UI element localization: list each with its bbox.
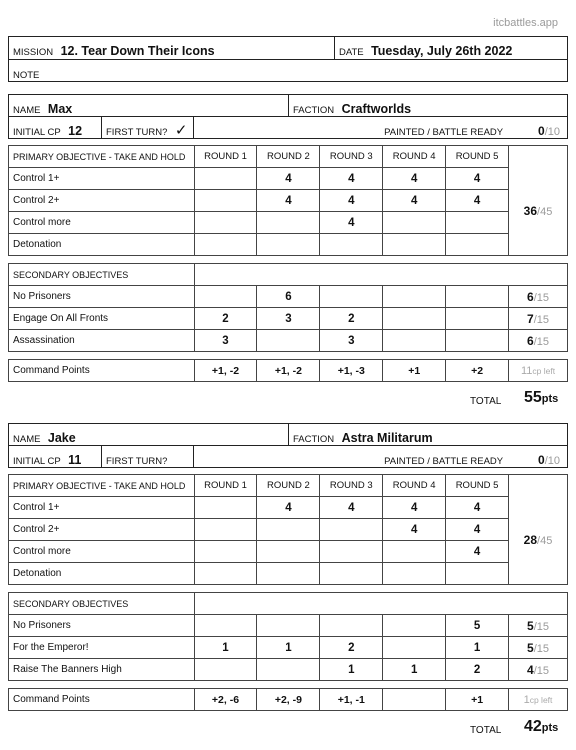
score-cell[interactable]: 4 bbox=[320, 497, 383, 519]
name-label: NAME bbox=[13, 105, 41, 116]
player1-initial-cp: 12 bbox=[68, 124, 83, 138]
cp-cell[interactable]: +1 bbox=[446, 689, 509, 711]
primary-row-label: Control more bbox=[9, 541, 195, 563]
score-cell[interactable]: 4 bbox=[446, 541, 509, 563]
score-cell[interactable]: 4 bbox=[257, 497, 320, 519]
player2-initial-cp-field[interactable] bbox=[9, 446, 102, 468]
note-label: NOTE bbox=[13, 70, 40, 81]
player2-faction-field[interactable] bbox=[289, 424, 568, 446]
primary-total-cell bbox=[509, 168, 568, 256]
player1-score-table bbox=[8, 145, 568, 382]
secondary-row-label: Assassination bbox=[9, 330, 195, 352]
player2-total-points bbox=[524, 718, 558, 736]
score-cell[interactable] bbox=[446, 563, 509, 585]
score-cell[interactable] bbox=[257, 519, 320, 541]
cp-cell[interactable]: +1, -2 bbox=[257, 360, 320, 382]
score-cell[interactable]: 3 bbox=[194, 330, 257, 352]
score-cell[interactable] bbox=[446, 212, 509, 234]
player2-first-turn-field[interactable] bbox=[102, 446, 194, 468]
secondary-total: 4 bbox=[527, 662, 534, 677]
site-watermark: itcbattles.app bbox=[493, 17, 558, 29]
first-turn-label: FIRST TURN? bbox=[106, 127, 168, 138]
secondary-total-cell bbox=[509, 659, 568, 681]
player1-total-points bbox=[524, 389, 558, 407]
player2-primary-total: 28 bbox=[523, 533, 538, 548]
score-cell[interactable]: 1 bbox=[383, 659, 446, 681]
secondary-row-label: No Prisoners bbox=[9, 286, 195, 308]
score-cell[interactable] bbox=[446, 330, 509, 352]
score-cell[interactable]: 4 bbox=[446, 190, 509, 212]
secondary-max: /15 bbox=[533, 664, 549, 677]
primary-header: PRIMARY OBJECTIVE - TAKE AND HOLD bbox=[9, 146, 195, 168]
secondary-total-cell bbox=[509, 615, 568, 637]
cp-left-label: cp left bbox=[529, 694, 553, 705]
cp-cell[interactable]: +2, -9 bbox=[257, 689, 320, 711]
round-4-header: ROUND 4 bbox=[383, 475, 446, 497]
player2-faction: Astra Militarum bbox=[341, 431, 433, 445]
date-field[interactable] bbox=[335, 37, 568, 60]
score-cell[interactable]: 6 bbox=[257, 286, 320, 308]
score-cell[interactable] bbox=[194, 286, 257, 308]
score-cell[interactable]: 4 bbox=[257, 168, 320, 190]
score-cell[interactable]: 4 bbox=[383, 497, 446, 519]
score-cell[interactable] bbox=[257, 234, 320, 256]
player2-name: Jake bbox=[47, 431, 76, 445]
score-cell[interactable] bbox=[257, 615, 320, 637]
score-cell[interactable] bbox=[383, 308, 446, 330]
score-cell[interactable] bbox=[383, 286, 446, 308]
score-cell[interactable]: 2 bbox=[320, 637, 383, 659]
score-cell[interactable] bbox=[383, 212, 446, 234]
player2-total: 42 bbox=[524, 718, 542, 735]
secondary-row-label: No Prisoners bbox=[9, 615, 195, 637]
score-cell[interactable]: 2 bbox=[446, 659, 509, 681]
secondary-total-cell bbox=[509, 637, 568, 659]
mission-label: MISSION bbox=[13, 47, 54, 58]
player1-faction-field[interactable] bbox=[289, 95, 568, 117]
score-cell[interactable]: 4 bbox=[320, 212, 383, 234]
round-2-header: ROUND 2 bbox=[257, 475, 320, 497]
score-cell[interactable] bbox=[257, 541, 320, 563]
player1-name: Max bbox=[47, 102, 73, 116]
secondary-max: /15 bbox=[533, 620, 549, 633]
cp-cell[interactable]: +2, -6 bbox=[194, 689, 257, 711]
score-cell[interactable] bbox=[383, 615, 446, 637]
score-cell[interactable]: 5 bbox=[446, 615, 509, 637]
score-cell[interactable]: 1 bbox=[194, 637, 257, 659]
player2-info bbox=[8, 423, 568, 468]
command-points-label: Command Points bbox=[9, 360, 195, 382]
score-cell[interactable]: 4 bbox=[320, 168, 383, 190]
round-3-header: ROUND 3 bbox=[320, 475, 383, 497]
score-cell[interactable] bbox=[194, 497, 257, 519]
primary-row-label: Detonation bbox=[9, 234, 195, 256]
cp-cell[interactable]: +1, -2 bbox=[194, 360, 257, 382]
secondary-max: /15 bbox=[533, 335, 549, 348]
secondary-total: 5 bbox=[527, 640, 534, 655]
score-cell[interactable]: 4 bbox=[446, 497, 509, 519]
secondary-total: 5 bbox=[527, 618, 534, 633]
primary-row-label: Control 1+ bbox=[9, 497, 195, 519]
score-cell[interactable]: 2 bbox=[194, 308, 257, 330]
secondary-row-label: Engage On All Fronts bbox=[9, 308, 195, 330]
round-1-header: ROUND 1 bbox=[194, 146, 257, 168]
score-cell[interactable] bbox=[383, 234, 446, 256]
note-field[interactable] bbox=[9, 60, 567, 82]
score-cell[interactable] bbox=[194, 615, 257, 637]
player2-name-field[interactable] bbox=[9, 424, 289, 446]
player1-faction: Craftworlds bbox=[341, 102, 412, 116]
round-2-header: ROUND 2 bbox=[257, 146, 320, 168]
score-cell[interactable] bbox=[320, 563, 383, 585]
player1-painted-field[interactable] bbox=[194, 117, 568, 139]
score-cell[interactable]: 4 bbox=[383, 190, 446, 212]
primary-row-label: Detonation bbox=[9, 563, 195, 585]
cp-cell[interactable] bbox=[383, 689, 446, 711]
score-cell[interactable]: 4 bbox=[383, 168, 446, 190]
primary-row-label: Control more bbox=[9, 212, 195, 234]
score-cell[interactable] bbox=[194, 563, 257, 585]
player2-painted-max: /10 bbox=[544, 455, 560, 467]
score-cell[interactable] bbox=[257, 659, 320, 681]
score-cell[interactable] bbox=[446, 286, 509, 308]
player1-total: 55 bbox=[524, 389, 542, 406]
secondary-total-cell bbox=[509, 330, 568, 352]
primary-total-cell bbox=[509, 497, 568, 585]
painted-label: PAINTED / BATTLE READY bbox=[384, 456, 504, 467]
score-cell[interactable] bbox=[383, 541, 446, 563]
player1-painted-value: 0 bbox=[538, 124, 545, 138]
score-cell[interactable] bbox=[320, 541, 383, 563]
score-cell[interactable]: 1 bbox=[320, 659, 383, 681]
score-cell[interactable]: 4 bbox=[446, 519, 509, 541]
player2-score-table bbox=[8, 474, 568, 711]
date-label: DATE bbox=[339, 47, 364, 58]
secondary-total: 6 bbox=[527, 289, 534, 304]
initial-cp-label: INITIAL CP bbox=[13, 456, 61, 467]
first-turn-label: FIRST TURN? bbox=[106, 456, 168, 467]
player2-painted-field[interactable] bbox=[194, 446, 568, 468]
pts-unit: pts bbox=[541, 393, 559, 405]
faction-label: FACTION bbox=[293, 105, 335, 116]
player2-initial-cp: 11 bbox=[68, 453, 82, 467]
score-cell[interactable] bbox=[194, 234, 257, 256]
player1-primary-total: 36 bbox=[523, 204, 538, 219]
score-cell[interactable] bbox=[383, 637, 446, 659]
score-cell[interactable] bbox=[383, 563, 446, 585]
secondary-row-label: For the Emperor! bbox=[9, 637, 195, 659]
player1-initial-cp-field[interactable] bbox=[9, 117, 102, 139]
score-cell[interactable] bbox=[194, 659, 257, 681]
score-cell[interactable]: 4 bbox=[257, 190, 320, 212]
player1-info bbox=[8, 94, 568, 139]
round-4-header: ROUND 4 bbox=[383, 146, 446, 168]
primary-row-label: Control 1+ bbox=[9, 168, 195, 190]
secondary-total-cell bbox=[509, 308, 568, 330]
checkmark-icon: ✓ bbox=[174, 122, 188, 139]
score-cell[interactable]: 4 bbox=[383, 519, 446, 541]
cp-cell[interactable]: +1 bbox=[383, 360, 446, 382]
score-cell[interactable] bbox=[257, 563, 320, 585]
cp-left-label: cp left bbox=[532, 365, 556, 376]
round-3-header: ROUND 3 bbox=[320, 146, 383, 168]
player2-painted-value: 0 bbox=[538, 453, 545, 467]
score-cell[interactable] bbox=[194, 519, 257, 541]
primary-header: PRIMARY OBJECTIVE - TAKE AND HOLD bbox=[9, 475, 195, 497]
score-cell[interactable] bbox=[194, 541, 257, 563]
mission-value: 12. Tear Down Their Icons bbox=[60, 44, 215, 58]
score-cell[interactable] bbox=[446, 234, 509, 256]
score-cell[interactable]: 1 bbox=[257, 637, 320, 659]
player1-painted-max: /10 bbox=[544, 126, 560, 138]
cp-cell[interactable]: +2 bbox=[446, 360, 509, 382]
score-cell[interactable] bbox=[320, 519, 383, 541]
secondary-total: 6 bbox=[527, 333, 534, 348]
score-cell[interactable]: 1 bbox=[446, 637, 509, 659]
score-cell[interactable]: 3 bbox=[257, 308, 320, 330]
mission-box bbox=[8, 36, 568, 82]
total-label: TOTAL bbox=[470, 396, 502, 407]
score-cell[interactable] bbox=[194, 190, 257, 212]
score-cell[interactable] bbox=[383, 330, 446, 352]
faction-label: FACTION bbox=[293, 434, 335, 445]
primary-row-label: Control 2+ bbox=[9, 190, 195, 212]
cp-left-cell bbox=[509, 689, 568, 711]
score-cell[interactable]: 3 bbox=[320, 330, 383, 352]
score-cell[interactable]: 2 bbox=[320, 308, 383, 330]
name-label: NAME bbox=[13, 434, 41, 445]
date-value: Tuesday, July 26th 2022 bbox=[371, 44, 513, 58]
cp-left-cell bbox=[509, 360, 568, 382]
player2-cp-left: 1 bbox=[523, 693, 530, 706]
secondary-total-cell bbox=[509, 286, 568, 308]
player2-primary-max: /45 bbox=[537, 535, 553, 548]
round-5-header: ROUND 5 bbox=[446, 475, 509, 497]
initial-cp-label: INITIAL CP bbox=[13, 127, 61, 138]
score-cell[interactable]: 4 bbox=[446, 168, 509, 190]
player1-primary-max: /45 bbox=[537, 206, 553, 219]
score-cell[interactable] bbox=[320, 234, 383, 256]
command-points-label: Command Points bbox=[9, 689, 195, 711]
secondary-total: 7 bbox=[527, 311, 534, 326]
secondary-max: /15 bbox=[533, 313, 549, 326]
pts-unit: pts bbox=[541, 722, 559, 734]
secondary-max: /15 bbox=[533, 642, 549, 655]
score-cell[interactable] bbox=[194, 212, 257, 234]
secondary-header: SECONDARY OBJECTIVES bbox=[9, 593, 195, 615]
round-5-header: ROUND 5 bbox=[446, 146, 509, 168]
score-cell[interactable] bbox=[320, 615, 383, 637]
painted-label: PAINTED / BATTLE READY bbox=[384, 127, 504, 138]
primary-row-label: Control 2+ bbox=[9, 519, 195, 541]
secondary-max: /15 bbox=[533, 291, 549, 304]
score-cell[interactable] bbox=[320, 286, 383, 308]
score-cell[interactable] bbox=[257, 212, 320, 234]
score-cell[interactable]: 4 bbox=[320, 190, 383, 212]
secondary-header: SECONDARY OBJECTIVES bbox=[9, 264, 195, 286]
secondary-row-label: Raise The Banners High bbox=[9, 659, 195, 681]
player1-cp-left: 11 bbox=[520, 364, 533, 377]
total-label: TOTAL bbox=[470, 725, 502, 736]
cp-cell[interactable]: +1, -1 bbox=[320, 689, 383, 711]
score-cell[interactable] bbox=[257, 330, 320, 352]
score-cell[interactable] bbox=[446, 308, 509, 330]
cp-cell[interactable]: +1, -3 bbox=[320, 360, 383, 382]
player1-first-turn-field[interactable] bbox=[102, 117, 194, 139]
mission-field[interactable] bbox=[9, 37, 335, 60]
round-1-header: ROUND 1 bbox=[194, 475, 257, 497]
score-cell[interactable] bbox=[194, 168, 257, 190]
player1-name-field[interactable] bbox=[9, 95, 289, 117]
